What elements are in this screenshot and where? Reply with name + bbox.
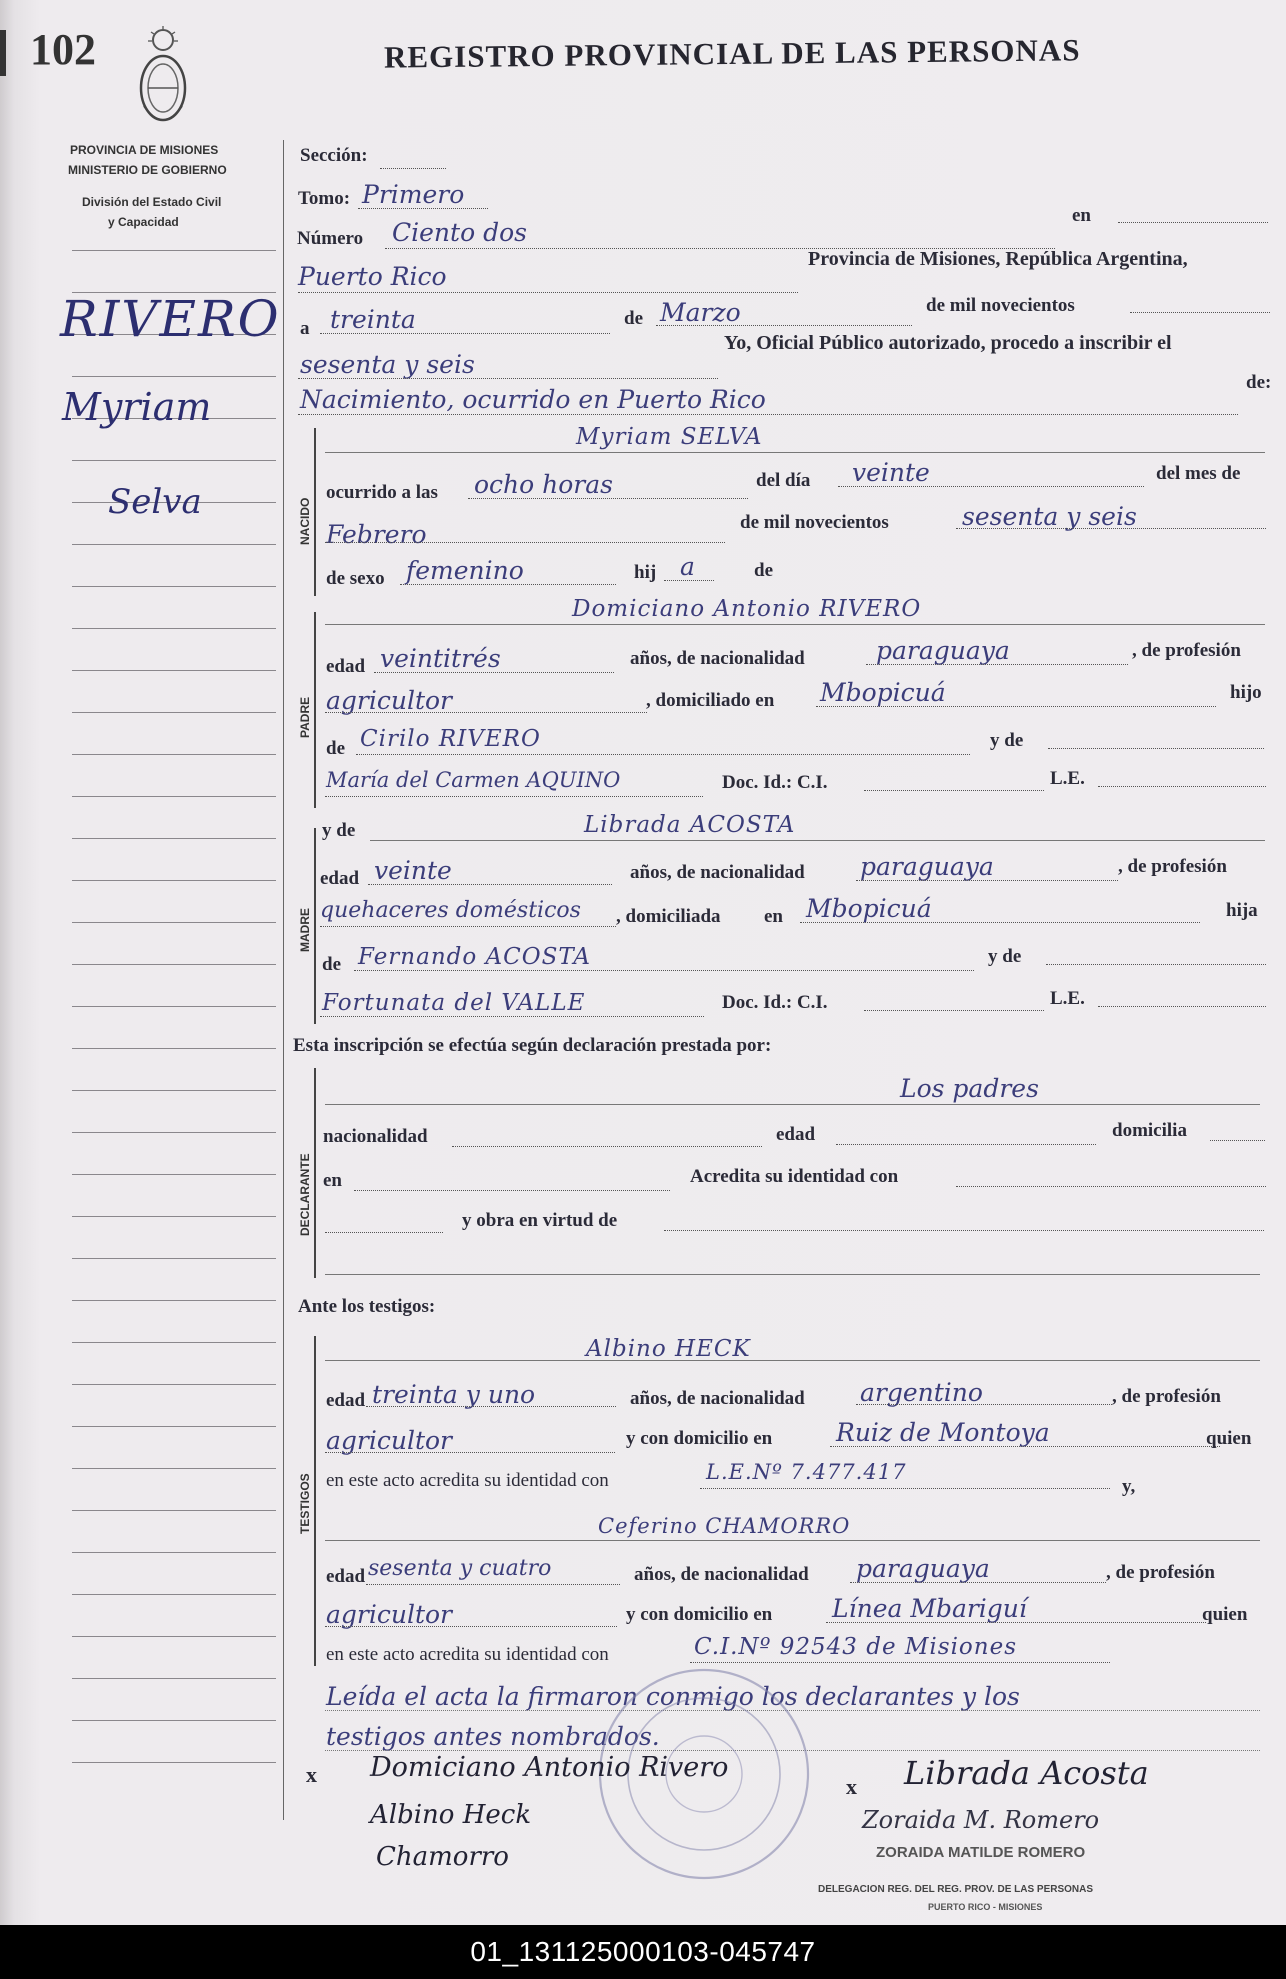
signature-romero: Zoraida M. Romero (862, 1806, 1100, 1834)
lugar-line (298, 292, 798, 293)
testigo1-doc-value: L.E.Nº 7.477.417 (706, 1460, 907, 1484)
sexo-label: de sexo (326, 568, 385, 589)
decl-bottom-line (325, 1274, 1260, 1275)
en-line (1118, 222, 1268, 223)
padre-nombre: Domiciano Antonio RIVERO (572, 596, 922, 622)
testigo1-prof-line (325, 1452, 615, 1453)
padre-yde-label: y de (990, 730, 1024, 751)
margin-rule-line (72, 544, 276, 545)
tomo-label: Tomo: (298, 188, 351, 209)
del-dia-label: del día (756, 470, 811, 491)
madre-ci-line (864, 1010, 1044, 1011)
seccion-label: Sección: (300, 145, 368, 166)
left-page-number-stub (0, 30, 6, 76)
testigos-text: Ante los testigos: (298, 1296, 436, 1317)
mes-line (656, 325, 912, 326)
margin-middle-name: Selva (108, 482, 202, 522)
decl-dom-label: domicilia (1112, 1120, 1187, 1141)
padre-ci-line (864, 790, 1044, 791)
delegacion-stamp: DELEGACION REG. DEL REG. PROV. DE LAS PERSONAS (818, 1884, 1094, 1895)
margin-column-border (283, 140, 284, 1820)
hora-value: ocho horas (474, 470, 613, 499)
office-line-4: y Capacidad (108, 215, 179, 229)
signature-albino: Albino Heck (370, 1800, 532, 1830)
nacido-bracket (314, 428, 316, 596)
margin-rule-line (72, 250, 276, 251)
margin-rule-line (72, 1342, 276, 1343)
padre-bracket (314, 612, 316, 808)
testigo1-edad-line (366, 1406, 616, 1407)
margin-rule-line (72, 712, 276, 713)
testigo2-nac-value: paraguaya (856, 1554, 990, 1583)
testigo1-doc-line (700, 1488, 1110, 1489)
testigos-bracket (314, 1336, 316, 1666)
margin-rule-line (72, 1678, 276, 1679)
testigo1-nac-value: argentino (860, 1378, 983, 1407)
padre-prof-label: , de profesión (1132, 640, 1241, 661)
padre-side-label: PADRE (298, 696, 312, 738)
padre-edad-label: edad (326, 656, 366, 677)
hij-line (664, 580, 714, 581)
margin-rule-line (72, 1468, 276, 1469)
padre-edad-value: veintitrés (380, 644, 501, 673)
padre-prof-line (325, 712, 647, 713)
document-id-footer: 01_131125000103-045747 (0, 1925, 1286, 1979)
testigo1-acredita-label: en este acto acredita su identidad con (326, 1470, 609, 1491)
margin-rule-line (72, 1720, 276, 1721)
madre-madre-line (320, 1016, 704, 1017)
testigo2-prof-line (325, 1626, 617, 1627)
padre-le-line (1098, 786, 1266, 787)
madre-padre-line (354, 970, 974, 971)
testigo2-quien-label: quien (1202, 1604, 1248, 1625)
madre-padre-value: Fernando ACOSTA (358, 944, 592, 970)
margin-rule-line (72, 670, 276, 671)
margin-rule-line (72, 1594, 276, 1595)
testigo1-nombre: Albino HECK (586, 1336, 751, 1362)
padre-nac-line (866, 664, 1128, 665)
testigo1-y-label: y, (1122, 1476, 1136, 1497)
closing-line-2: testigos antes nombrados. (326, 1722, 660, 1751)
padre-edad-line (374, 672, 614, 673)
margin-rule-line (72, 1426, 276, 1427)
madre-de-label: de (322, 954, 341, 975)
madre-en-label: en (764, 906, 783, 927)
nacido-nombre: Myriam SELVA (576, 424, 763, 450)
padre-le-label: L.E. (1050, 768, 1085, 789)
signature-x-2: x (846, 1774, 857, 1799)
testigos-side-label: TESTIGOS (298, 1473, 312, 1534)
office-line-3: División del Estado Civil (82, 195, 222, 209)
padre-padre-line (356, 754, 970, 755)
testigo2-dom-line (826, 1622, 1206, 1623)
ocurrido-label: ocurrido a las (326, 482, 438, 503)
del-mes-label: del mes de (1156, 463, 1241, 484)
sexo-line (400, 584, 616, 585)
decl-acredita-line (956, 1186, 1266, 1187)
margin-rule-line (72, 796, 276, 797)
nacido-dia-value: veinte (852, 458, 930, 487)
en-label: en (1072, 205, 1091, 226)
margin-rule-line (72, 754, 276, 755)
puerto-rico-stamp: PUERTO RICO - MISIONES (928, 1902, 1043, 1912)
nacido-nombre-line (325, 452, 1265, 453)
decl-edad-label: edad (776, 1124, 816, 1145)
mes-value: Marzo (660, 298, 741, 327)
decl-blank-line (325, 1232, 443, 1233)
acto-value: Nacimiento, ocurrido en Puerto Rico (300, 385, 766, 414)
decl-obra-label: y obra en virtud de (462, 1210, 618, 1231)
margin-rule-line (72, 1510, 276, 1511)
testigo2-dom-label: y con domicilio en (626, 1604, 773, 1625)
decl-nac-line (452, 1146, 762, 1147)
margin-rule-line (72, 922, 276, 923)
nacido-mil-label: de mil novecientos (740, 512, 889, 533)
nacido-side-label: NACIDO (298, 497, 312, 545)
margin-rule-line (72, 964, 276, 965)
declarante-side-label: DECLARANTE (298, 1153, 312, 1236)
testigo1-prof-label: , de profesión (1112, 1386, 1221, 1407)
hijo-label: hijo (1230, 682, 1262, 703)
margin-rule-line (72, 1384, 276, 1385)
testigo1-quien-label: quien (1206, 1428, 1252, 1449)
nacido-anio-line (956, 528, 1266, 529)
padre-nombre-line (325, 624, 1265, 625)
margin-rule-line (72, 628, 276, 629)
testigo1-dom-label: y con domicilio en (626, 1428, 773, 1449)
madre-madre-value: Fortunata del VALLE (322, 990, 586, 1016)
margin-rule-line (72, 1006, 276, 1007)
margin-rule-line (72, 1552, 276, 1553)
testigo1-nombre-line (325, 1360, 1260, 1361)
testigo2-nac-label: años, de nacionalidad (634, 1564, 809, 1585)
record-number: 102 (30, 25, 96, 74)
madre-prof-label: , de profesión (1118, 856, 1227, 877)
seccion-line (380, 168, 446, 169)
margin-surname: RIVERO (60, 290, 281, 348)
padre-nac-value: paraguaya (876, 636, 1010, 665)
testigo2-nombre-line (325, 1540, 1260, 1541)
decl-en-line (354, 1190, 670, 1191)
mil-novecientos-label: de mil novecientos (926, 295, 1075, 316)
testigo2-edad-value: sesenta y cuatro (368, 1556, 552, 1581)
margin-rule-line (72, 460, 276, 461)
madre-yde-label: y de (322, 820, 356, 841)
declarante-bracket (314, 1068, 316, 1278)
office-line-2: MINISTERIO DE GOBIERNO (68, 163, 227, 177)
de-label: de (624, 308, 643, 329)
a-label: a (300, 318, 310, 339)
yo-oficial-text: Yo, Oficial Público autorizado, procedo a inscribir el (724, 332, 1172, 354)
margin-rule-line (72, 880, 276, 881)
dia-line (320, 333, 610, 334)
padre-prof-value: agricultor (326, 686, 453, 715)
margin-rule-line (72, 1132, 276, 1133)
padre-dom-line (816, 706, 1216, 707)
tomo-value: Primero (362, 180, 465, 209)
madre-le-label: L.E. (1050, 988, 1085, 1009)
office-line-1: PROVINCIA DE MISIONES (70, 143, 219, 157)
signature-librada: Librada Acosta (904, 1754, 1149, 1792)
padre-yde-line (1048, 748, 1264, 749)
padre-madre-line (325, 796, 703, 797)
padre-padre-value: Cirilo RIVERO (360, 726, 541, 752)
margin-rule-line (72, 1762, 276, 1763)
margin-rule-line (72, 1048, 276, 1049)
madre-yde2-label: y de (988, 946, 1022, 967)
testigo1-dom-value: Ruiz de Montoya (836, 1418, 1050, 1447)
nacido-mes-line (325, 542, 725, 543)
dia-value: treinta (330, 305, 416, 334)
hora-line (468, 498, 748, 499)
de-colon-label: de: (1246, 372, 1272, 393)
madre-le-line (1098, 1006, 1266, 1007)
padre-dom-label: , domiciliado en (646, 690, 775, 711)
anio-value: sesenta y seis (300, 350, 475, 379)
testigo2-edad-label: edad (326, 1566, 366, 1587)
padre-dom-value: Mbopicuá (820, 678, 946, 707)
decl-acredita-label: Acredita su identidad con (690, 1166, 899, 1187)
madre-nombre-line (370, 840, 1265, 841)
official-name: ZORAIDA MATILDE ROMERO (876, 1844, 1086, 1861)
madre-nombre: Librada ACOSTA (584, 812, 796, 838)
lugar-value: Puerto Rico (298, 262, 447, 291)
closing-line-1: Leída el acta la firmaron conmigo los declarantes y los (326, 1682, 1020, 1711)
nacido-anio-value: sesenta y seis (962, 502, 1137, 531)
testigo2-nombre: Ceferino CHAMORRO (598, 1514, 851, 1538)
testigo1-edad-label: edad (326, 1390, 366, 1411)
madre-nac-label: años, de nacionalidad (630, 862, 805, 883)
madre-edad-value: veinte (374, 856, 452, 885)
testigo1-dom-line (830, 1446, 1220, 1447)
decl-nac-label: nacionalidad (323, 1126, 428, 1147)
signature-chamorro: Chamorro (376, 1842, 509, 1872)
madre-prof-line (320, 926, 616, 927)
anio-line (298, 378, 718, 379)
margin-rule-line (72, 1636, 276, 1637)
decl-obra-line (664, 1230, 1264, 1231)
madre-edad-label: edad (320, 868, 360, 889)
registry-title: REGISTRO PROVINCIAL DE LAS PERSONAS (383, 32, 1081, 75)
tomo-line (358, 208, 488, 209)
hij-de-label: de (754, 560, 773, 581)
numero-value: Ciento dos (392, 218, 527, 247)
hij-suffix: a (680, 552, 695, 581)
margin-rule-line (72, 586, 276, 587)
inscripcion-text: Esta inscripción se efectúa según declaración prestada por: (293, 1035, 772, 1056)
signature-domiciano: Domiciano Antonio Rivero (370, 1752, 729, 1783)
margin-rule-line (72, 376, 276, 377)
margin-rule-line (72, 1216, 276, 1217)
padre-doc-label: Doc. Id.: C.I. (722, 772, 828, 793)
testigo2-doc-value: C.I.Nº 92543 de Misiones (694, 1634, 1017, 1660)
madre-dom-label: , domiciliada (616, 906, 721, 927)
declarante-nombre-line (325, 1104, 1260, 1105)
argentine-coat-of-arms-icon (134, 26, 192, 134)
madre-dom-line (800, 922, 1200, 923)
mil-novecientos-line (1130, 312, 1270, 313)
testigo1-prof-value: agricultor (326, 1426, 453, 1455)
testigo2-prof-label: , de profesión (1106, 1562, 1215, 1583)
padre-madre-value: María del Carmen AQUINO (326, 768, 621, 792)
madre-yde2-line (1046, 964, 1266, 965)
margin-rule-line (72, 838, 276, 839)
hija-label: hija (1226, 900, 1258, 921)
testigo2-doc-line (690, 1662, 1110, 1663)
hij-label: hij (634, 562, 657, 583)
padre-nac-label: años, de nacionalidad (630, 648, 805, 669)
nacido-dia-line (838, 486, 1144, 487)
margin-rule-line (72, 1300, 276, 1301)
margin-rule-line (72, 1258, 276, 1259)
nacido-mes-value: Febrero (326, 520, 427, 549)
testigo1-nac-line (856, 1404, 1112, 1405)
numero-label: Número (297, 228, 364, 249)
madre-side-label: MADRE (298, 908, 312, 952)
testigo2-nac-line (850, 1582, 1106, 1583)
testigo2-prof-value: agricultor (326, 1600, 453, 1629)
decl-edad-line (836, 1144, 1096, 1145)
madre-edad-line (368, 884, 612, 885)
provincia-text: Provincia de Misiones, República Argentina, (808, 248, 1188, 270)
sexo-value: femenino (406, 556, 524, 585)
declarante-nombre: Los padres (900, 1074, 1039, 1103)
margin-first-name: Myriam (62, 385, 212, 429)
madre-nac-line (856, 880, 1118, 881)
testigo1-edad-value: treinta y uno (372, 1380, 536, 1409)
madre-dom-value: Mbopicuá (806, 894, 932, 923)
acto-line (298, 414, 1238, 415)
testigo1-nac-label: años, de nacionalidad (630, 1388, 805, 1409)
madre-bracket (314, 828, 316, 1024)
padre-de-label: de (326, 738, 345, 759)
margin-rule-line (72, 1090, 276, 1091)
testigo2-dom-value: Línea Mbariguí (832, 1594, 1027, 1623)
decl-en-label: en (323, 1170, 342, 1191)
testigo2-edad-line (366, 1584, 620, 1585)
signature-x-1: x (306, 1762, 317, 1787)
decl-dom-line (1210, 1140, 1265, 1141)
testigo2-acredita-label: en este acto acredita su identidad con (326, 1644, 609, 1665)
margin-rule-line (72, 1174, 276, 1175)
madre-prof-value: quehaceres domésticos (320, 898, 581, 923)
madre-doc-label: Doc. Id.: C.I. (722, 992, 828, 1013)
madre-nac-value: paraguaya (860, 852, 994, 881)
